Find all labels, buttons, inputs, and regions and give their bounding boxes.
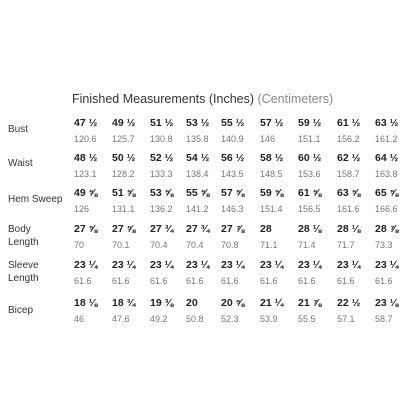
cm-value: 70.8 (221, 240, 239, 250)
cm-value: 141.2 (186, 204, 209, 214)
inch-value: 63 ½ (375, 117, 399, 129)
measurement-cell (375, 259, 413, 287)
title-sub: (Centimeters) (257, 92, 334, 106)
inch-value: 61 ⅝ (298, 187, 322, 199)
cm-value: 49.2 (150, 314, 168, 324)
measurement-cell (337, 117, 375, 145)
cm-value: 126 (74, 204, 90, 214)
inch-value: 27 ⅝ (74, 223, 98, 235)
inch-value: 49 ⅝ (74, 187, 98, 199)
measurement-cell (337, 223, 375, 251)
measurement-cell (150, 117, 188, 145)
cm-value: 123.1 (74, 169, 97, 179)
inch-value: 60 ½ (298, 152, 322, 164)
inch-value: 65 ⅝ (375, 187, 399, 199)
inch-value: 20 (186, 297, 198, 309)
inch-value: 47 ½ (74, 117, 98, 129)
inch-value: 23 ¼ (150, 259, 174, 271)
measurement-cell (186, 259, 224, 287)
cm-value: 151.4 (260, 204, 283, 214)
measurement-cell (150, 152, 188, 180)
measurement-cell (375, 152, 413, 180)
measurement-cell (74, 259, 112, 287)
measurement-cell (74, 223, 112, 251)
measurement-cell (375, 297, 413, 325)
inch-value: 23 ¼ (375, 259, 399, 271)
cm-value: 53.9 (260, 314, 278, 324)
inch-value: 22 ½ (337, 297, 361, 309)
inch-value: 27 ¾ (150, 223, 174, 235)
inch-value: 23 ¼ (112, 259, 136, 271)
cm-value: 61.6 (186, 276, 204, 286)
cm-value: 61.6 (337, 276, 355, 286)
inch-value: 20 ⅝ (221, 297, 245, 309)
cm-value: 161.6 (337, 204, 360, 214)
cm-value: 130.8 (150, 134, 173, 144)
measurement-cell (260, 187, 298, 215)
inch-value: 51 ½ (150, 117, 174, 129)
cm-value: 57.1 (337, 314, 355, 324)
cm-value: 131.1 (112, 204, 135, 214)
measurement-cell (186, 187, 224, 215)
inch-value: 53 ⅝ (150, 187, 174, 199)
cm-value: 71.7 (337, 240, 355, 250)
measurement-cell (150, 223, 188, 251)
title-main: Finished Measurements (Inches) (72, 92, 255, 106)
cm-value: 61.6 (221, 276, 239, 286)
measurement-cell (298, 152, 336, 180)
measurement-cell (298, 187, 336, 215)
measurement-cell (375, 187, 413, 215)
row-label: Sleeve Length (8, 260, 39, 284)
cm-value: 70 (74, 240, 85, 250)
cm-value: 133.3 (150, 169, 173, 179)
measurement-cell (375, 117, 413, 145)
inch-value: 63 ⅝ (337, 187, 361, 199)
cm-value: 166.6 (375, 204, 398, 214)
cm-value: 61.6 (112, 276, 130, 286)
cm-value: 125.7 (112, 134, 135, 144)
cm-value: 161.2 (375, 134, 398, 144)
row-label: Body Length (8, 224, 39, 248)
measurement-cell (260, 297, 298, 325)
inch-value: 55 ½ (221, 117, 245, 129)
cm-value: 143.5 (221, 169, 244, 179)
cm-value: 70.4 (150, 240, 168, 250)
measurement-cell (260, 259, 298, 287)
cm-value: 140.9 (221, 134, 244, 144)
cm-value: 136.2 (150, 204, 173, 214)
row-label: Bust (8, 124, 29, 135)
inch-value: 58 ½ (260, 152, 284, 164)
inch-value: 27 ¾ (186, 223, 210, 235)
cm-value: 151.1 (298, 134, 321, 144)
inch-value: 54 ½ (186, 152, 210, 164)
measurement-cell (298, 223, 336, 251)
measurement-cell (150, 187, 188, 215)
cm-value: 61.6 (150, 276, 168, 286)
measurement-cell (260, 152, 298, 180)
measurement-cell (221, 259, 259, 287)
measurement-cell (260, 117, 298, 145)
cm-value: 61.6 (375, 276, 393, 286)
inch-value: 19 ⅜ (150, 297, 174, 309)
inch-value: 23 ¼ (260, 259, 284, 271)
cm-value: 70.1 (112, 240, 130, 250)
cm-value: 50.8 (186, 314, 204, 324)
measurement-cell (150, 259, 188, 287)
inch-value: 55 ⅝ (186, 187, 210, 199)
measurement-cell (298, 117, 336, 145)
cm-value: 148.5 (260, 169, 283, 179)
cm-value: 55.5 (298, 314, 316, 324)
measurement-cell (337, 297, 375, 325)
measurement-cell (74, 297, 112, 325)
cm-value: 61.6 (298, 276, 316, 286)
measurement-cell (186, 223, 224, 251)
inch-value: 28 (260, 223, 272, 235)
measurement-cell (186, 297, 224, 325)
measurement-cell (337, 187, 375, 215)
inch-value: 49 ½ (112, 117, 136, 129)
page-title (72, 92, 333, 106)
measurement-cell (298, 297, 336, 325)
inch-value: 23 ¼ (337, 259, 361, 271)
measurement-cell (150, 297, 188, 325)
inch-value: 57 ⅝ (221, 187, 245, 199)
measurement-cell (298, 259, 336, 287)
measurement-cell (221, 297, 259, 325)
measurement-cell (221, 187, 259, 215)
row-label: Waist (8, 158, 33, 169)
inch-value: 56 ½ (221, 152, 245, 164)
cm-value: 61.6 (260, 276, 278, 286)
measurement-cell (337, 259, 375, 287)
inch-value: 21 ¼ (260, 297, 284, 309)
inch-value: 18 ⅛ (74, 297, 98, 309)
cm-value: 158.7 (337, 169, 360, 179)
cm-value: 138.4 (186, 169, 209, 179)
cm-value: 52.3 (221, 314, 239, 324)
inch-value: 57 ½ (260, 117, 284, 129)
cm-value: 71.1 (260, 240, 278, 250)
measurement-cell (337, 152, 375, 180)
cm-value: 71.4 (298, 240, 316, 250)
measurement-cell (112, 223, 150, 251)
cm-value: 128.2 (112, 169, 135, 179)
inch-value: 23 ⅛ (375, 297, 399, 309)
cm-value: 146.3 (221, 204, 244, 214)
inch-value: 28 ⅛ (337, 223, 361, 235)
measurement-cell (74, 187, 112, 215)
inch-value: 48 ½ (74, 152, 98, 164)
cm-value: 135.8 (186, 134, 209, 144)
inch-value: 27 ⅞ (221, 223, 245, 235)
inch-value: 28 ⅞ (375, 223, 399, 235)
cm-value: 156.5 (298, 204, 321, 214)
measurement-cell (112, 117, 150, 145)
inch-value: 52 ½ (150, 152, 174, 164)
measurement-cell (112, 259, 150, 287)
inch-value: 61 ½ (337, 117, 361, 129)
measurement-cell (112, 187, 150, 215)
inch-value: 21 ⅞ (298, 297, 322, 309)
cm-value: 163.8 (375, 169, 398, 179)
inch-value: 23 ¼ (298, 259, 322, 271)
cm-value: 70.4 (186, 240, 204, 250)
measurement-cell (375, 223, 413, 251)
measurement-cell (221, 152, 259, 180)
measurement-cell (74, 152, 112, 180)
measurement-cell (74, 117, 112, 145)
inch-value: 18 ¾ (112, 297, 136, 309)
inch-value: 23 ¼ (186, 259, 210, 271)
measurement-cell (260, 223, 298, 251)
cm-value: 73.3 (375, 240, 393, 250)
cm-value: 120.6 (74, 134, 97, 144)
inch-value: 50 ½ (112, 152, 136, 164)
inch-value: 59 ½ (298, 117, 322, 129)
inch-value: 51 ⅝ (112, 187, 136, 199)
cm-value: 46 (74, 314, 85, 324)
inch-value: 62 ½ (337, 152, 361, 164)
measurement-cell (221, 223, 259, 251)
measurement-cell (112, 152, 150, 180)
inch-value: 64 ½ (375, 152, 399, 164)
cm-value: 61.6 (74, 276, 92, 286)
row-label: Bicep (8, 305, 34, 316)
inch-value: 23 ¼ (221, 259, 245, 271)
row-label: Hem Sweep (8, 194, 63, 205)
inch-value: 59 ⅝ (260, 187, 284, 199)
inch-value: 23 ¼ (74, 259, 98, 271)
measurement-cell (186, 152, 224, 180)
cm-value: 153.6 (298, 169, 321, 179)
inch-value: 53 ½ (186, 117, 210, 129)
inch-value: 28 ⅛ (298, 223, 322, 235)
cm-value: 156.2 (337, 134, 360, 144)
measurement-cell (221, 117, 259, 145)
cm-value: 58.7 (375, 314, 393, 324)
measurement-cell (186, 117, 224, 145)
cm-value: 47.6 (112, 314, 130, 324)
cm-value: 146 (260, 134, 276, 144)
inch-value: 27 ⅝ (112, 223, 136, 235)
measurement-cell (112, 297, 150, 325)
